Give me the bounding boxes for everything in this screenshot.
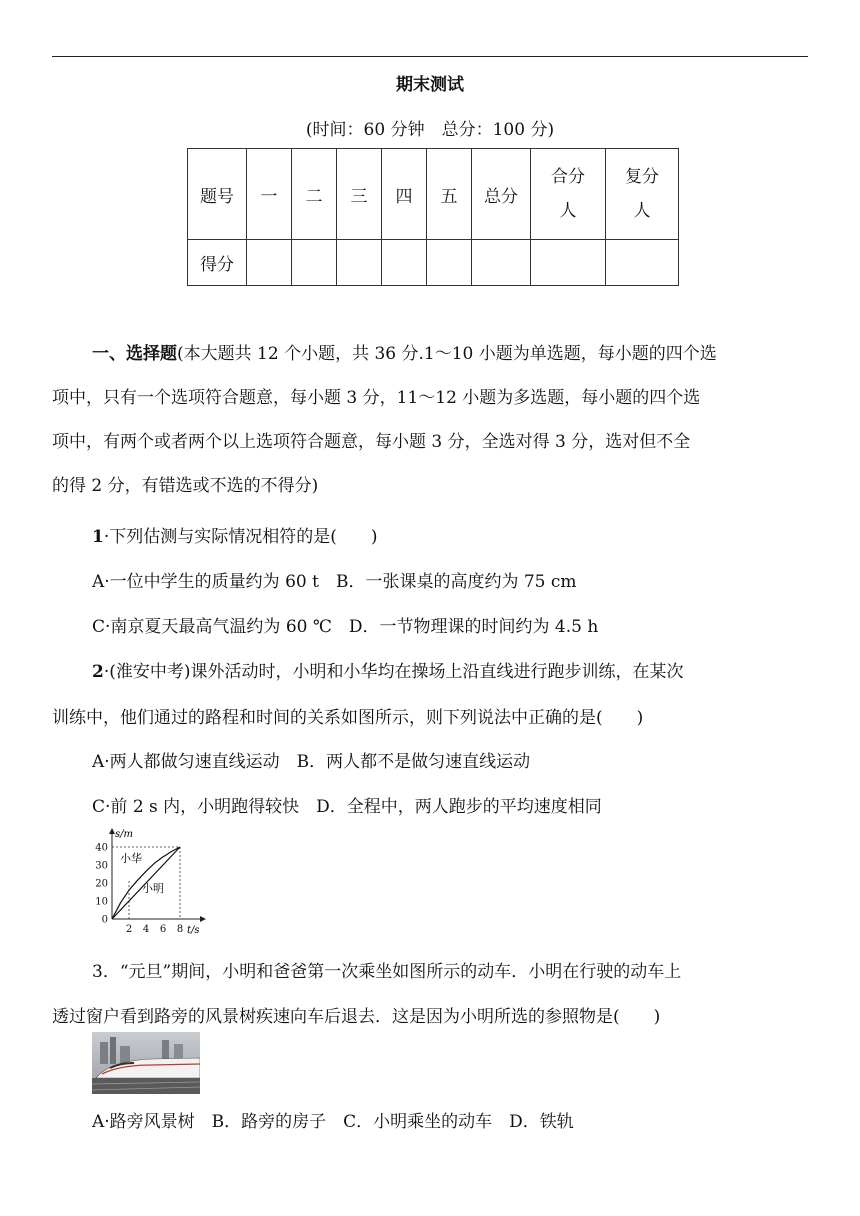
q3-stem-line2: 透过窗户看到路旁的风景树疾速向车后退去．这是因为小明所选的参照物是( ) <box>52 1007 661 1027</box>
q1-stem-text: ·下列估测与实际情况相符的是( ) <box>103 527 378 547</box>
x-tick-label: 8 <box>176 924 184 934</box>
y-tick-label: 30 <box>95 860 108 872</box>
q2-stem-line1 <box>92 657 684 682</box>
section1-note-line4: 的得 2 分，有错选或不选的不得分) <box>52 476 319 496</box>
header-cell-hefen <box>531 149 606 240</box>
section1-instructions <box>52 332 808 508</box>
header-cell-3: 三 <box>337 149 382 240</box>
x-tick-label: 2 <box>125 924 133 934</box>
q3-stem-line1: 3．“元旦”期间，小明和爸爸第一次乘坐如图所示的动车．小明在行驶的动车上 <box>92 962 682 982</box>
top-rule <box>52 56 808 57</box>
q2-options-cd: C·前 2 s 内，小明跑得较快 D．全程中，两人跑步的平均速度相同 <box>92 797 602 817</box>
hefen-line2: 人 <box>559 201 577 221</box>
score-table <box>187 148 679 286</box>
section1-heading: 一、选择题 <box>92 344 177 364</box>
header-cell-1: 一 <box>247 149 292 240</box>
score-cell <box>337 240 382 286</box>
section1-note-line2: 项中，只有一个选项符合题意，每小题 3 分，11～12 小题为多选题，每小题的四个选 <box>52 388 701 408</box>
section1-note-line1: (本大题共 12 个小题，共 36 分.1～10 小题为单选题，每小题的四个选 <box>177 344 717 364</box>
x-axis-label: t/s <box>187 925 200 934</box>
train-photo <box>92 1032 200 1094</box>
exam-info: (时间：60 分钟 总分：100 分) <box>305 120 555 140</box>
score-cell <box>427 240 472 286</box>
y-tick-label: 10 <box>95 896 108 908</box>
score-cell <box>292 240 337 286</box>
hefen-line1: 合分 <box>551 167 585 187</box>
q2-stem-text: ·(淮安中考)课外活动时，小明和小华均在操场上沿直线进行跑步训练，在某次 <box>103 662 684 682</box>
fufen-line2: 人 <box>633 201 651 221</box>
y-tick-label: 0 <box>101 914 108 926</box>
q1-options-ab: A·一位中学生的质量约为 60 t B．一张课桌的高度约为 75 cm <box>92 572 577 592</box>
fufen-line1: 复分 <box>625 167 659 187</box>
header-cell-4: 四 <box>382 149 427 240</box>
q2-options-ab: A·两人都做匀速直线运动 B．两人都不是做匀速直线运动 <box>92 752 531 772</box>
q3-options: A·路旁风景树 B．路旁的房子 C．小明乘坐的动车 D．铁轨 <box>92 1112 574 1132</box>
x-tick-label: 4 <box>142 924 150 934</box>
page-title: 期末测试 <box>396 75 464 95</box>
header-cell-tihao: 题号 <box>188 149 247 240</box>
score-cell <box>247 240 292 286</box>
header-cell-2: 二 <box>292 149 337 240</box>
header-cell-5: 五 <box>427 149 472 240</box>
st-chart <box>88 826 218 934</box>
x-tick-label: 6 <box>159 924 167 934</box>
q2-stem-line2: 训练中，他们通过的路程和时间的关系如图所示，则下列说法中正确的是( ) <box>52 708 644 728</box>
q1-options-cd: C·南京夏天最高气温约为 60 ℃ D．一节物理课的时间约为 4.5 h <box>92 617 599 637</box>
y-axis-label: s/m <box>115 829 133 840</box>
y-tick-label: 40 <box>95 842 108 854</box>
q1-stem <box>92 522 378 547</box>
x-axis-arrow <box>200 916 206 922</box>
series-label-xiaohua: 小华 <box>120 852 142 865</box>
y-tick-label: 20 <box>95 878 108 890</box>
section1-note-line3: 项中，有两个或者两个以上选项符合题意，每小题 3 分，全选对得 3 分，选对但不全 <box>52 432 691 452</box>
score-cell <box>606 240 679 286</box>
q1-number: 1 <box>92 527 104 547</box>
series-label-xiaoming: 小明 <box>142 882 164 895</box>
header-cell-fufen <box>606 149 679 240</box>
header-cell-total: 总分 <box>472 149 531 240</box>
score-cell <box>472 240 531 286</box>
score-cell <box>382 240 427 286</box>
score-cell <box>531 240 606 286</box>
score-row-label: 得分 <box>188 240 247 286</box>
q2-number: 2 <box>92 662 104 682</box>
